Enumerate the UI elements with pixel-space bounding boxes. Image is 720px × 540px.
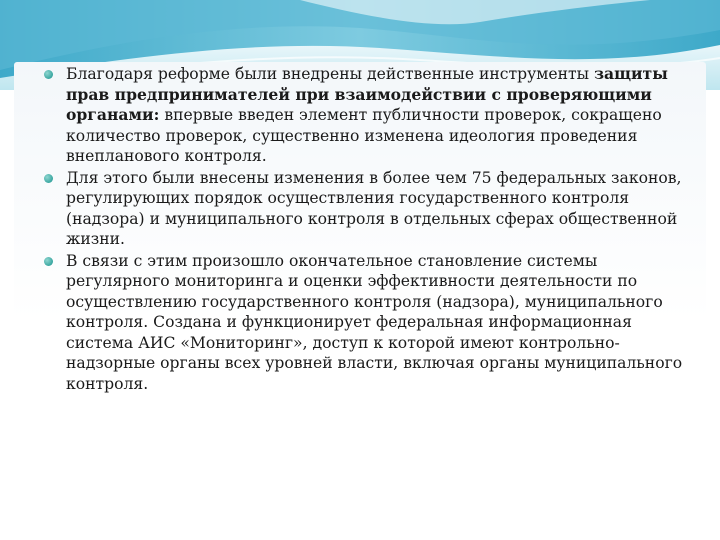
bullet-dot-icon [44, 257, 53, 266]
bullet-1-text-start: Благодаря реформе были внедрены действенные инструменты [66, 65, 595, 83]
bullet-list [40, 64, 690, 395]
bullet-1-text-end: впервые введен элемент публичности проверок, сокращено количество проверок, существенно изменена идеология проведения внепланового контроля. [66, 106, 662, 165]
bullet-item-2 [40, 168, 690, 250]
bullet-dot-icon [44, 70, 53, 79]
bullet-2-text: Для этого были внесены изменения в более чем 75 федеральных законов, регулирующих порядок осуществления государственного контроля (надзора) и муниципального контроля в отдельных сферах общественной жизни. [66, 168, 682, 248]
bullet-3-text: В связи с этим произошло окончательное становление системы регулярного мониторинга и оценки эффективности деятельности по осуществлению государственного контроля (надзора), муниципального контроля. Создана и функционирует федеральная информационная система АИС «Мониторинг», доступ к которой имеют контрольно-надзорные органы всех уровней власти, включая органы муниципального контроля. [66, 251, 683, 393]
bullet-1-text-bold: защиты прав предпринимателей при взаимодействии с проверяющими органами: [66, 64, 668, 124]
bullet-dot-icon [44, 174, 53, 183]
bullet-item-3 [40, 251, 690, 395]
bullet-item-1 [40, 64, 690, 167]
